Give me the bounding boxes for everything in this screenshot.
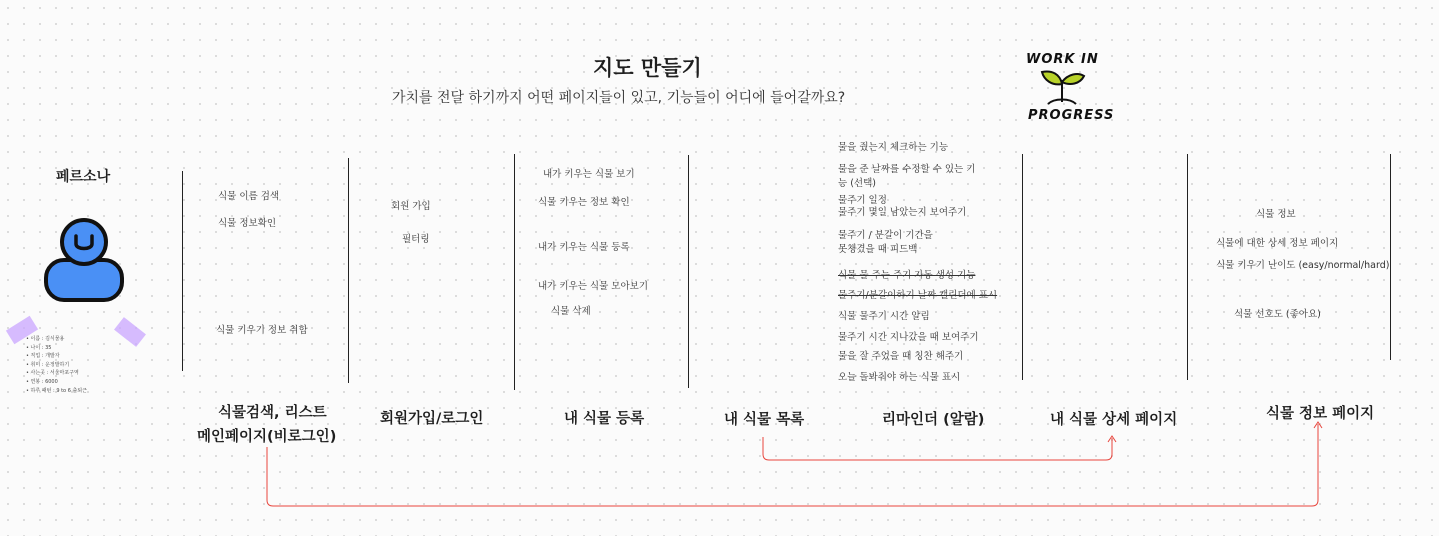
user-icon	[42, 216, 132, 306]
feature-note: 물주기 몇일 남았는지 보여주기	[838, 207, 967, 218]
feature-note: 오늘 돌봐줘야 하는 식물 표시	[838, 372, 961, 383]
section-heading-plantinfo: 식물 정보 페이지	[1266, 406, 1375, 422]
column-divider	[1022, 154, 1023, 380]
feature-note: 회원 가입	[391, 201, 431, 212]
persona-detail: • 하루 패턴 : 9 to 6 출퇴근	[26, 387, 87, 396]
section-heading-search: 식물검색, 리스트	[218, 405, 327, 421]
feature-note: 내가 키우는 식물 보기	[543, 169, 635, 180]
feature-note: 능 (선택)	[838, 178, 876, 189]
feature-note-struck: 식물 물 주는 주기 자동 생성 기능	[838, 270, 976, 281]
section-heading-register: 내 식물 등록	[564, 411, 645, 427]
feature-note: 식물 정보	[1256, 209, 1296, 220]
column-divider	[1390, 154, 1391, 360]
persona-detail: • 직업 : 개발자	[26, 352, 87, 361]
feature-note: 식물 이름 검색	[218, 191, 280, 202]
feature-note: 내가 키우는 식물 모아보기	[538, 281, 649, 292]
persona-detail: • 이름 : 김식물용	[26, 335, 87, 344]
feature-note: 물을 줬는지 체크하는 기능	[838, 142, 949, 153]
feature-note: 물주기 시간 지나갔을 때 보여주기	[838, 332, 979, 343]
feature-note: 내가 키우는 식물 등록	[538, 242, 630, 253]
feature-note: 식물 삭제	[551, 306, 591, 317]
page-subtitle: 가치를 전달 하기까지 어떤 페이지들이 있고, 기능들이 어디에 들어갈까요?	[392, 90, 846, 106]
persona-details	[26, 335, 87, 395]
feature-note: 식물 선호도 (좋아요)	[1234, 309, 1321, 320]
feature-note: 못챙겼을 때 피드백	[838, 244, 918, 255]
section-heading-myplants: 내 식물 목록	[724, 412, 805, 428]
section-heading-auth: 회원가입/로그인	[380, 411, 484, 427]
feature-note-struck: 물주기/분갈이하기 날짜 캘린더에 표시	[838, 290, 998, 301]
page-title: 지도 만들기	[593, 56, 702, 80]
feature-note: 물을 준 날짜를 수정할 수 있는 기	[838, 164, 976, 175]
column-divider	[514, 154, 515, 390]
feature-note: 식물 정보확인	[218, 218, 277, 229]
feature-note: 식물 키우기 난이도 (easy/normal/hard)	[1216, 260, 1390, 271]
column-divider	[182, 171, 183, 371]
persona-detail: • 사는곳 : 서울마포구역	[26, 369, 87, 378]
feature-note: 식물 키우기 정보 취합	[216, 325, 308, 336]
column-divider	[348, 158, 349, 383]
section-heading-reminder: 리마인더 (알람)	[882, 412, 985, 428]
wip-line1: WORK IN	[1026, 52, 1099, 67]
feature-note: 식물 키우는 정보 확인	[538, 197, 630, 208]
feature-note: 물을 잘 주었을 때 칭찬 해주기	[838, 351, 964, 362]
tape-right	[114, 317, 146, 347]
feature-note: 물주기 / 분갈이 기간을	[838, 230, 933, 241]
persona-detail: • 연봉 : 6000	[26, 378, 87, 387]
feature-note: 식물에 대한 상세 정보 페이지	[1216, 238, 1339, 249]
persona-detail: • 취미 : 운정발하기	[26, 361, 87, 370]
section-heading-detail: 내 식물 상세 페이지	[1050, 412, 1178, 428]
wip-line2: PROGRESS	[1028, 108, 1115, 123]
feature-note: 식물 물주기 시간 알림	[838, 311, 930, 322]
persona-detail: • 나이 : 35	[26, 344, 87, 353]
feature-note: 필터링	[402, 234, 430, 245]
section-heading-search-sub: 메인페이지(비로그인)	[197, 429, 337, 445]
persona-title: 페르소나	[56, 169, 111, 185]
column-divider	[688, 155, 689, 388]
wip-sticker	[1022, 50, 1115, 128]
column-divider	[1187, 154, 1188, 380]
feature-note: 물주기 일정	[838, 195, 887, 206]
